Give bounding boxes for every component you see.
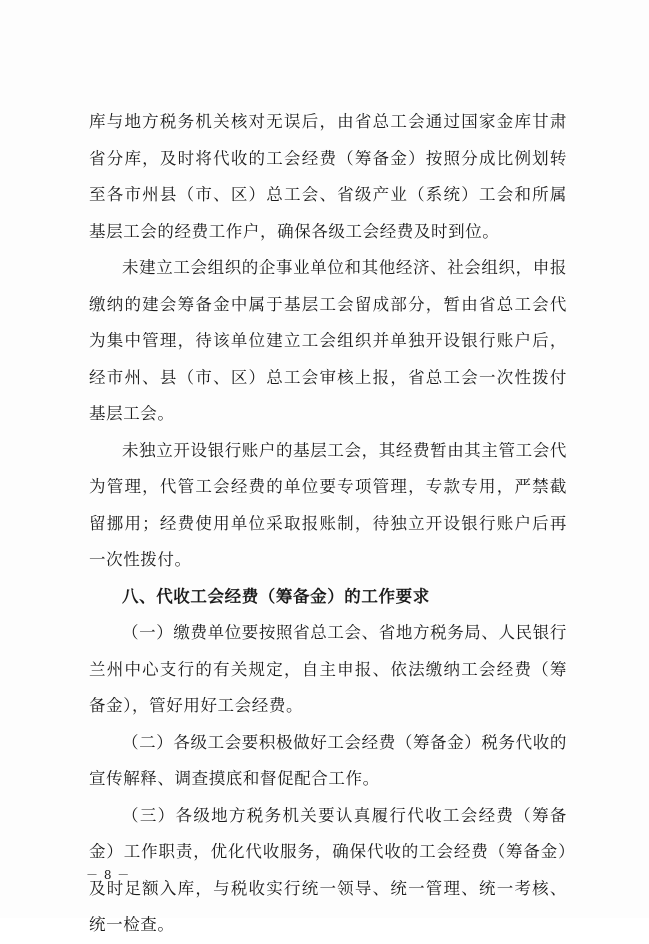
section-item-1: （一）缴费单位要按照省总工会、省地方税务局、人民银行兰州中心支行的有关规定，自主申报、依法缴纳工会经费（筹备金），管好用好工会经费。 — [89, 623, 567, 715]
document-body — [89, 104, 567, 944]
paragraph-no-bank-account: 未独立开设银行账户的基层工会，其经费暂由其主管工会代为管理，代管工会经费的单位要专项管理，专款专用，严禁截留挪用；经费使用单位采取报账制，待独立开设银行账户后再一次性拨付。 — [89, 440, 567, 569]
page-number: － 8 － — [86, 868, 131, 882]
section-item-2: （二）各级工会要积极做好工会经费（筹备金）税务代收的宣传解释、调查摸底和督促配合工作。 — [89, 732, 567, 788]
paragraph-continuation: 库与地方税务机关核对无误后，由省总工会通过国家金库甘肃省分库，及时将代收的工会经费（筹备金）按照分成比例划转至各市州县（市、区）总工会、省级产业（系统）工会和所属基层工会的经费工作户，确保各级工会经费及时到位。 — [89, 112, 567, 241]
paragraph-preparatory-funds: 未建立工会组织的企事业单位和其他经济、社会组织，申报缴纳的建会筹备金中属于基层工会留成部分，暂由省总工会代为集中管理，待该单位建立工会组织并单独开设银行账户后，经市州、县（市、区）总工会审核上报，省总工会一次性拨付基层工会。 — [89, 258, 567, 423]
section-item-3: （三）各级地方税务机关要认真履行代收工会经费（筹备金）工作职责，优化代收服务，确保代收的工会经费（筹备金）及时足额入库，与税收实行统一领导、统一管理、统一考核、统一检查。 — [89, 805, 567, 934]
section-heading-8: 八、代收工会经费（筹备金）的工作要求 — [122, 586, 430, 606]
